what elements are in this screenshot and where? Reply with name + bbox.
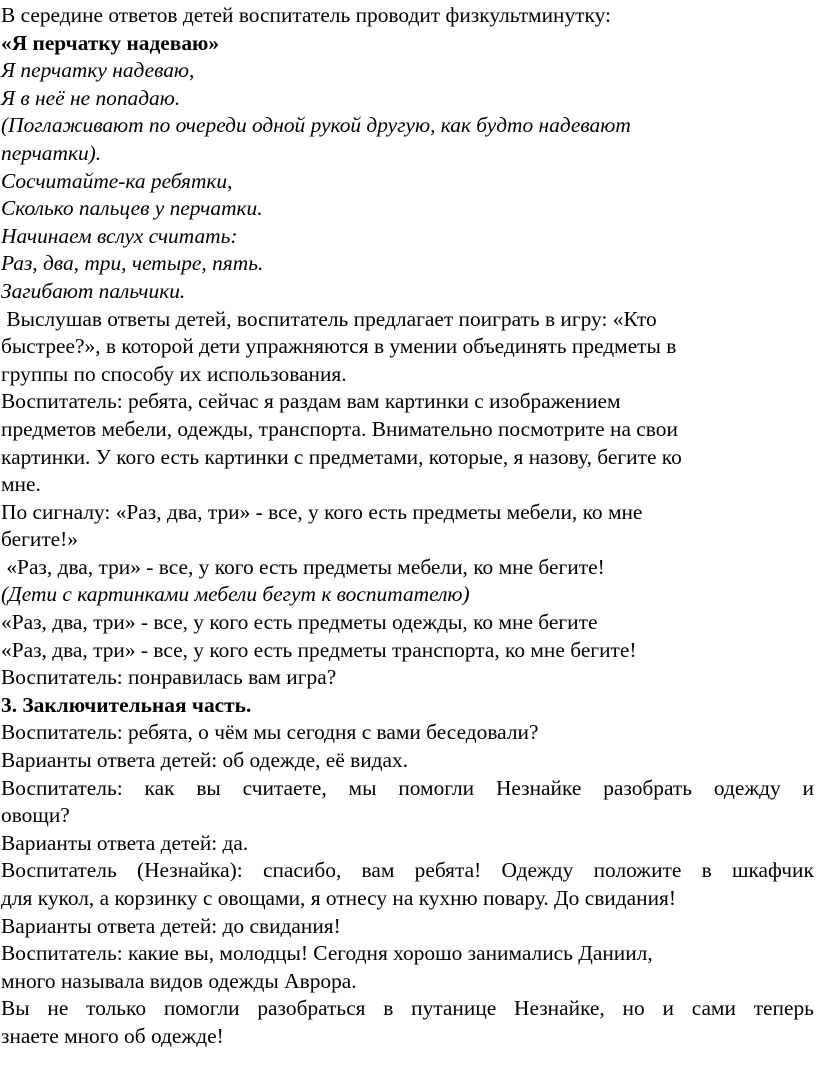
text-line: много называла видов одежды Аврора. [1, 968, 357, 993]
document-body [1, 2, 814, 1051]
text-line: Варианты ответа детей: до свидания! [1, 913, 341, 938]
word: вам [361, 858, 395, 883]
word: сами [691, 996, 736, 1021]
stage-direction: (Поглаживают по очереди одной рукой другую, как будто надевают [1, 113, 631, 138]
text-line: группы по способу их использования. [1, 361, 347, 386]
word: разобрать [603, 775, 693, 800]
text-line: овощи? [1, 803, 70, 828]
word: не [47, 996, 69, 1021]
word: считаете, [242, 775, 327, 800]
word: и [662, 996, 674, 1021]
word: Одежду [501, 858, 574, 883]
justified-line [1, 995, 814, 1023]
text-line: «Раз, два, три» - все, у кого есть предметы транспорта, ко мне бегите! [1, 637, 637, 662]
text-line: Воспитатель: ребята, о чём мы сегодня с вами беседовали? [1, 720, 539, 745]
text-line: бегите!» [1, 527, 78, 552]
word: помогли [398, 775, 475, 800]
word: Воспитатель [1, 858, 117, 883]
text-line: «Раз, два, три» - все, у кого есть предметы мебели, ко мне бегите! [1, 554, 605, 579]
stage-direction: перчатки). [1, 140, 102, 165]
word: Незнайке, [514, 996, 605, 1021]
text-line: Варианты ответа детей: да. [1, 830, 249, 855]
word: шкафчик [731, 858, 814, 883]
stage-direction: (Дети с картинками мебели бегут к воспитателю) [1, 582, 470, 607]
text-line: Выслушав ответы детей, воспитатель предлагает поиграть в игру: «Кто [1, 306, 657, 331]
word: только [86, 996, 147, 1021]
word: одежду [713, 775, 781, 800]
text-line: В середине ответов детей воспитатель проводит физкультминутку: [1, 3, 611, 27]
poem-title: «Я перчатку надеваю» [1, 30, 220, 55]
justified-line [1, 775, 814, 803]
text-line: быстрее?», в которой дети упражняются в умении объединять предметы в [1, 334, 677, 359]
word: в [701, 858, 712, 883]
word: вы [196, 775, 221, 800]
text-line: предметов мебели, одежды, транспорта. Внимательно посмотрите на свои [1, 416, 678, 441]
word: как [144, 775, 175, 800]
poem-line: Я перчатку надеваю, [1, 58, 195, 83]
text-line: Воспитатель: какие вы, молодцы! Сегодня хорошо занимались Даниил, [1, 941, 653, 966]
text-line: Варианты ответа детей: об одежде, её видах. [1, 748, 409, 773]
text-line: Воспитатель: понравилась вам игра? [1, 665, 337, 690]
word: ребята! [414, 858, 482, 883]
poem-line: Сосчитайте-ка ребятки, [1, 168, 233, 193]
word: Воспитатель: [1, 775, 123, 800]
word: теперь [753, 996, 814, 1021]
word: Незнайке [495, 775, 582, 800]
stage-direction: Загибают пальчики. [1, 278, 186, 303]
word: положите [593, 858, 682, 883]
text-line: «Раз, два, три» - все, у кого есть предметы одежды, ко мне бегите [1, 610, 598, 635]
word: помогли [163, 996, 240, 1021]
word: и [802, 775, 814, 800]
word: путанице [411, 996, 497, 1021]
text-line: Воспитатель: ребята, сейчас я раздам вам картинки с изображением [1, 389, 621, 414]
word: в [383, 996, 394, 1021]
text-line: для кукол, а корзинку с овощами, я отнесу на кухню повару. До свидания! [1, 886, 676, 910]
word: спасибо, [262, 858, 342, 883]
word: но [622, 996, 645, 1021]
text-line: картинки. У кого есть картинки с предметами, которые, я назову, бегите ко [1, 444, 682, 469]
section-heading: 3. Заключительная часть. [1, 692, 252, 717]
poem-line: Начинаем вслух считать: [1, 223, 238, 248]
text-line: мне. [1, 472, 41, 497]
text-line: знаете много об одежде! [1, 1023, 224, 1048]
word: (Незнайка): [136, 858, 243, 883]
word: Вы [1, 996, 30, 1021]
poem-line: Я в неё не попадаю. [1, 85, 181, 110]
text-line: По сигналу: «Раз, два, три» - все, у кого есть предметы мебели, ко мне [1, 499, 643, 524]
justified-line [1, 857, 814, 885]
word: мы [348, 775, 377, 800]
poem-line: Раз, два, три, четыре, пять. [1, 251, 264, 276]
word: разобраться [257, 996, 366, 1021]
poem-line: Сколько пальцев у перчатки. [1, 196, 263, 221]
